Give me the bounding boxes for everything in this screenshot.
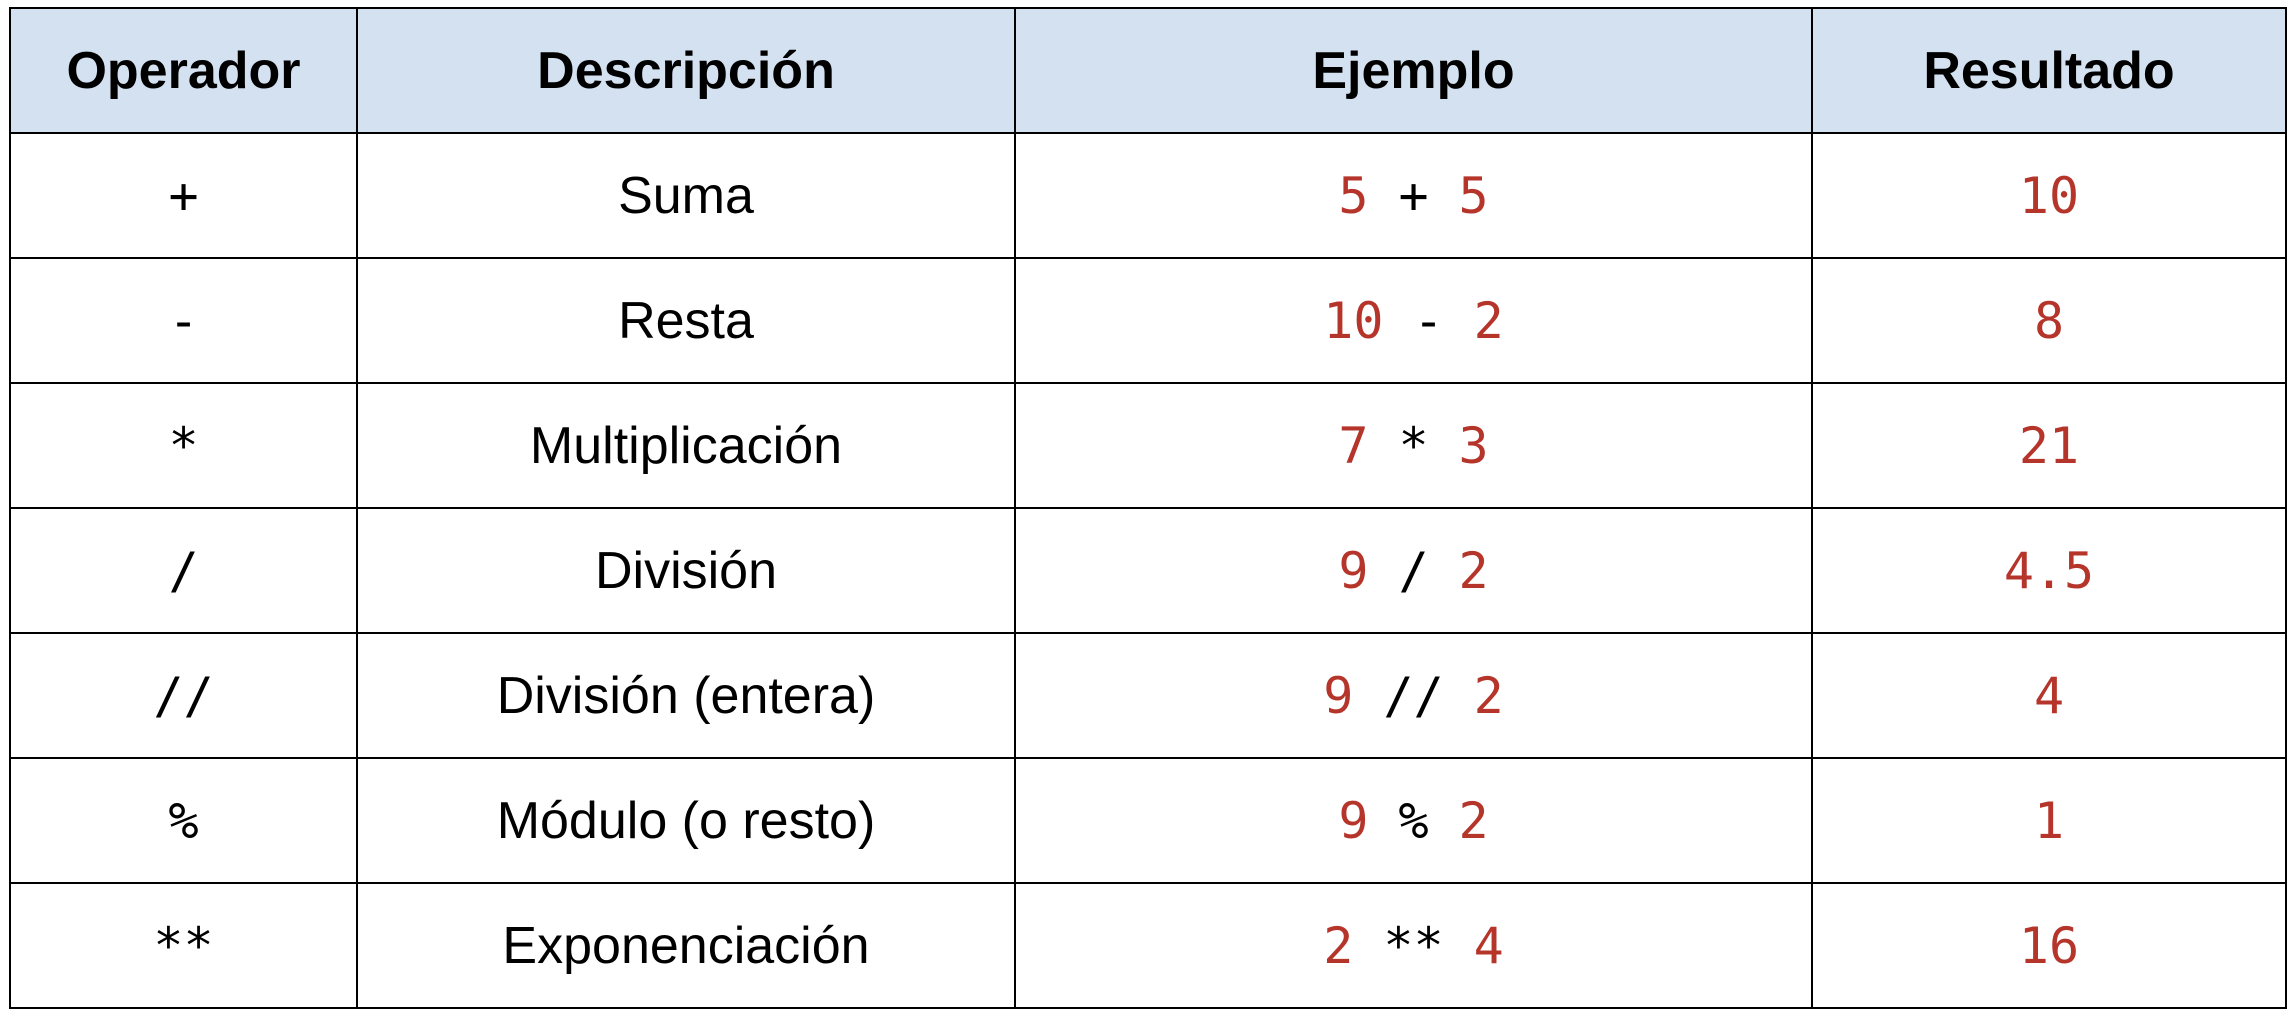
example-cell bbox=[1015, 133, 1812, 258]
header-row bbox=[10, 8, 2286, 133]
result-cell: 16 bbox=[1812, 883, 2286, 1008]
table-row bbox=[10, 758, 2286, 883]
example-right-operand: 3 bbox=[1458, 416, 1489, 475]
example-operator: * bbox=[1398, 416, 1429, 475]
operators-table bbox=[9, 7, 2287, 1009]
result-cell: 21 bbox=[1812, 383, 2286, 508]
table-row bbox=[10, 258, 2286, 383]
example-cell bbox=[1015, 508, 1812, 633]
header-description: Descripción bbox=[357, 8, 1015, 133]
operator-cell: ** bbox=[10, 883, 357, 1008]
description-cell: División bbox=[357, 508, 1015, 633]
operator-cell: % bbox=[10, 758, 357, 883]
example-right-operand: 5 bbox=[1458, 166, 1489, 225]
example-left-operand: 9 bbox=[1338, 541, 1369, 600]
result-cell: 4 bbox=[1812, 633, 2286, 758]
description-cell: Multiplicación bbox=[357, 383, 1015, 508]
example-left-operand: 9 bbox=[1323, 666, 1354, 725]
header-result: Resultado bbox=[1812, 8, 2286, 133]
example-right-operand: 4 bbox=[1473, 916, 1504, 975]
header-example: Ejemplo bbox=[1015, 8, 1812, 133]
description-cell: División (entera) bbox=[357, 633, 1015, 758]
table-row bbox=[10, 883, 2286, 1008]
description-cell: Resta bbox=[357, 258, 1015, 383]
result-cell: 10 bbox=[1812, 133, 2286, 258]
table-body bbox=[10, 133, 2286, 1008]
example-left-operand: 10 bbox=[1323, 291, 1384, 350]
table-header bbox=[10, 8, 2286, 133]
table-row bbox=[10, 383, 2286, 508]
table-row bbox=[10, 633, 2286, 758]
operator-cell: // bbox=[10, 633, 357, 758]
table-row bbox=[10, 133, 2286, 258]
example-right-operand: 2 bbox=[1458, 791, 1489, 850]
example-cell bbox=[1015, 883, 1812, 1008]
example-operator: / bbox=[1398, 541, 1429, 600]
example-left-operand: 9 bbox=[1338, 791, 1369, 850]
description-cell: Exponenciación bbox=[357, 883, 1015, 1008]
example-operator: // bbox=[1383, 666, 1444, 725]
table-row bbox=[10, 508, 2286, 633]
result-cell: 8 bbox=[1812, 258, 2286, 383]
header-operator: Operador bbox=[10, 8, 357, 133]
example-operator: ** bbox=[1383, 916, 1444, 975]
example-left-operand: 5 bbox=[1338, 166, 1369, 225]
description-cell: Módulo (o resto) bbox=[357, 758, 1015, 883]
operator-cell: / bbox=[10, 508, 357, 633]
example-cell bbox=[1015, 758, 1812, 883]
operator-cell: - bbox=[10, 258, 357, 383]
example-operator: % bbox=[1398, 791, 1429, 850]
example-left-operand: 7 bbox=[1338, 416, 1369, 475]
example-cell bbox=[1015, 633, 1812, 758]
example-right-operand: 2 bbox=[1473, 291, 1504, 350]
description-cell: Suma bbox=[357, 133, 1015, 258]
example-cell bbox=[1015, 383, 1812, 508]
example-cell bbox=[1015, 258, 1812, 383]
result-cell: 1 bbox=[1812, 758, 2286, 883]
example-right-operand: 2 bbox=[1473, 666, 1504, 725]
example-right-operand: 2 bbox=[1458, 541, 1489, 600]
example-operator: - bbox=[1413, 291, 1444, 350]
operator-cell: + bbox=[10, 133, 357, 258]
result-cell: 4.5 bbox=[1812, 508, 2286, 633]
example-operator: + bbox=[1398, 166, 1429, 225]
operator-cell: * bbox=[10, 383, 357, 508]
example-left-operand: 2 bbox=[1323, 916, 1354, 975]
